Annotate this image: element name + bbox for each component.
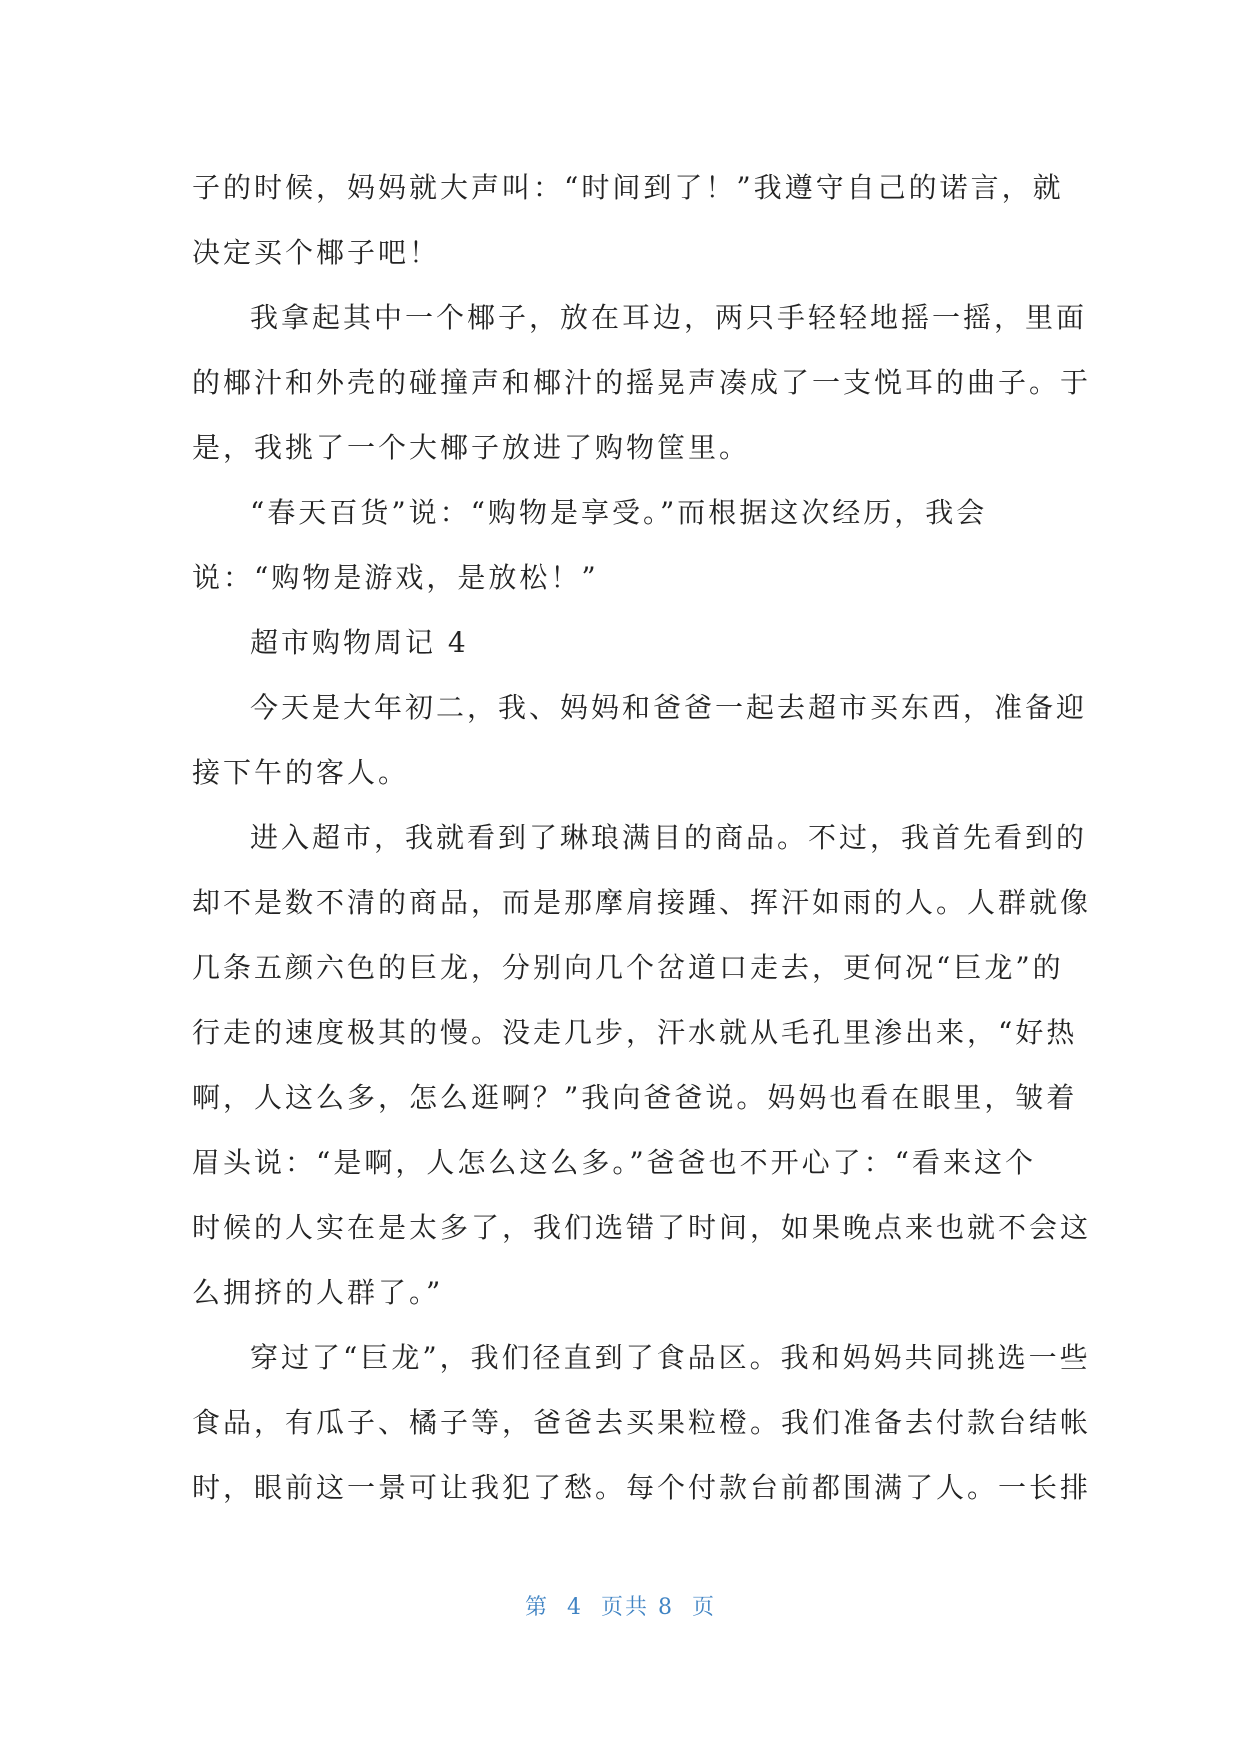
page-number: 第 4 页共 8 页 xyxy=(525,1595,716,1620)
text-line: 时候的人实在是太多了，我们选错了时间，如果晚点来也就不会这 xyxy=(192,1211,1092,1244)
text-line: 决定买个椰子吧！ xyxy=(192,236,441,269)
text-line: 子的时候，妈妈就大声叫：“时间到了！”我遵守自己的诺言，就 xyxy=(192,171,1064,204)
text-line: 几条五颜六色的巨龙，分别向几个岔道口走去，更何况“巨龙”的 xyxy=(192,951,1064,984)
paragraph-start: 穿过了“巨龙”，我们径直到了食品区。我和妈妈共同挑选一些 xyxy=(250,1341,1091,1374)
paragraph-start: 进入超市，我就看到了琳琅满目的商品。不过，我首先看到的 xyxy=(250,821,1088,854)
page-footer xyxy=(0,1590,1241,1621)
text-line: 行走的速度极其的慢。没走几步，汗水就从毛孔里渗出来，“好热 xyxy=(192,1016,1078,1049)
paragraph-start: “春天百货”说：“购物是享受。”而根据这次经历，我会 xyxy=(250,496,988,529)
paragraph-start: 我拿起其中一个椰子，放在耳边，两只手轻轻地摇一摇，里面 xyxy=(250,301,1088,334)
paragraph-start: 今天是大年初二，我、妈妈和爸爸一起去超市买东西，准备迎 xyxy=(250,691,1088,724)
section-title: 超市购物周记 4 xyxy=(250,626,469,659)
text-line: 眉头说：“是啊，人怎么这么多。”爸爸也不开心了：“看来这个 xyxy=(192,1146,1036,1179)
document-body xyxy=(192,155,1092,1520)
text-line: 时，眼前这一景可让我犯了愁。每个付款台前都围满了人。一长排 xyxy=(192,1471,1092,1504)
text-line: 啊，人这么多，怎么逛啊？”我向爸爸说。妈妈也看在眼里，皱着 xyxy=(192,1081,1078,1114)
text-line: 的椰汁和外壳的碰撞声和椰汁的摇晃声凑成了一支悦耳的曲子。于 xyxy=(192,366,1092,399)
text-line: 接下午的客人。 xyxy=(192,756,410,789)
text-line: 食品，有瓜子、橘子等，爸爸去买果粒橙。我们准备去付款台结帐 xyxy=(192,1406,1092,1439)
text-line: 说：“购物是游戏，是放松！” xyxy=(192,561,599,594)
text-line: 却不是数不清的商品，而是那摩肩接踵、挥汗如雨的人。人群就像 xyxy=(192,886,1092,919)
text-line: 么拥挤的人群了。” xyxy=(192,1276,444,1309)
text-line: 是，我挑了一个大椰子放进了购物筐里。 xyxy=(192,431,751,464)
